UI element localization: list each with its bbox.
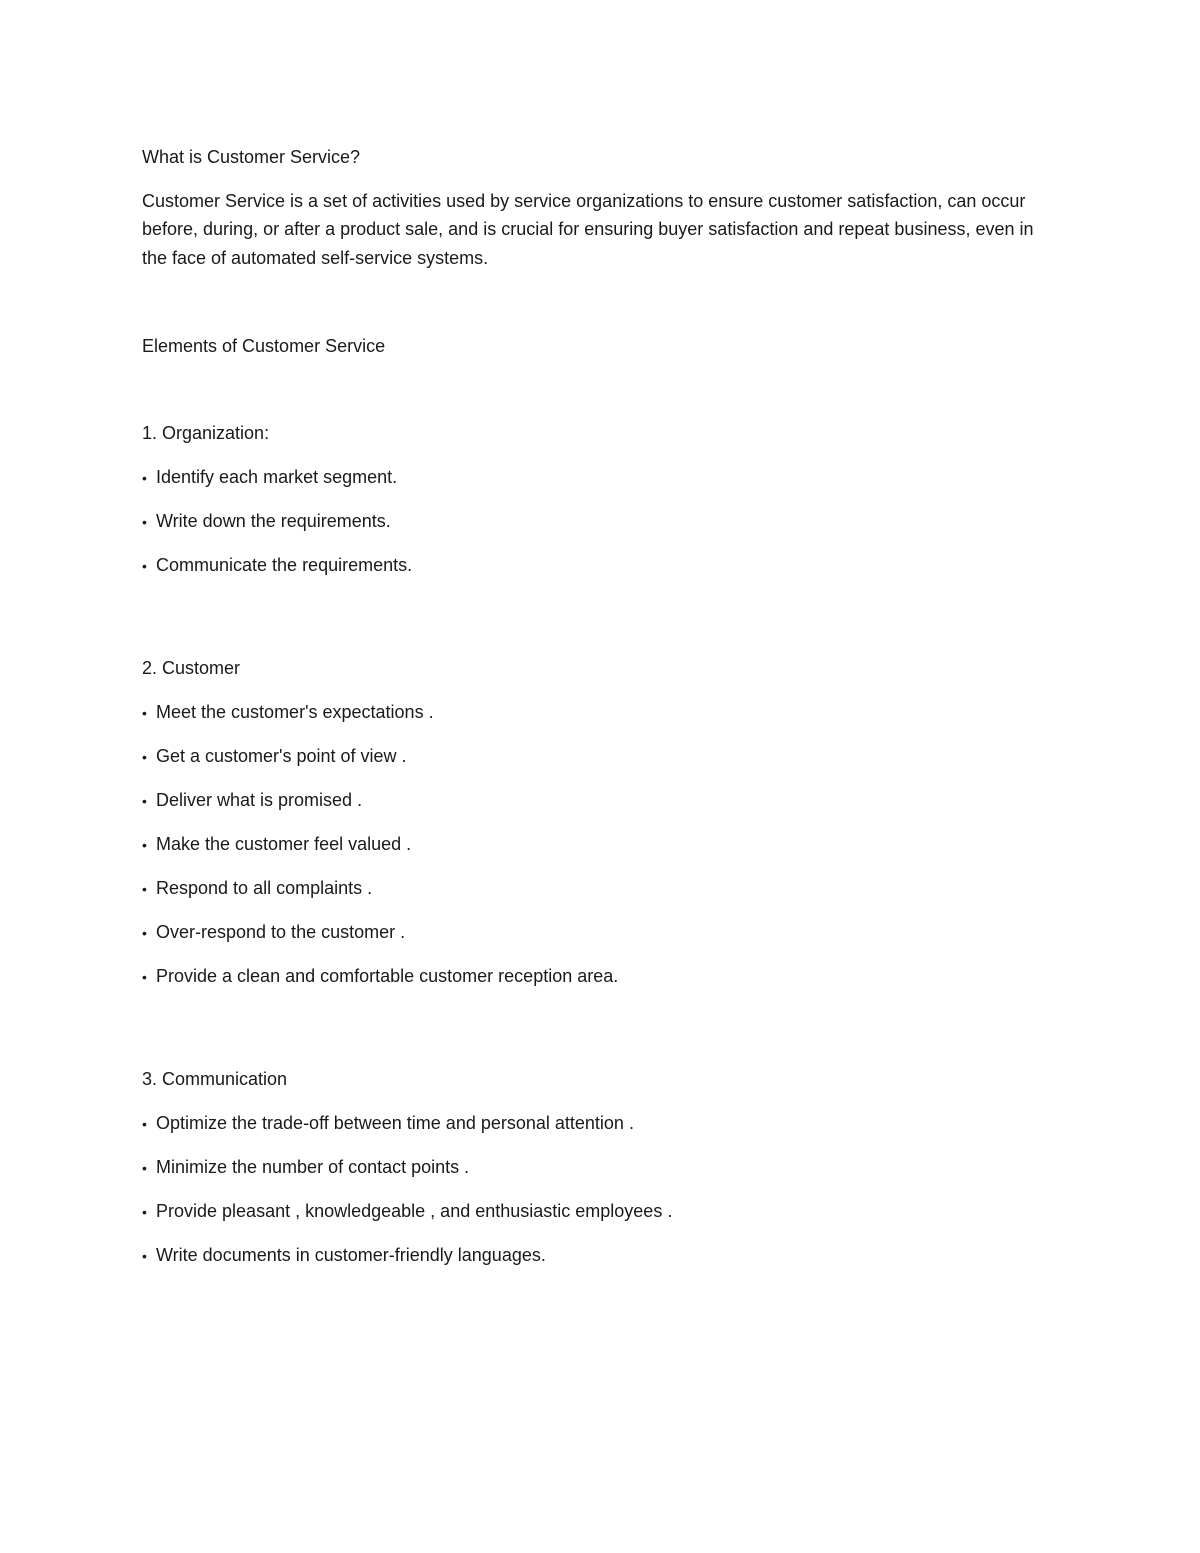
- section-heading: 1. Organization:: [142, 422, 270, 443]
- list-item: [142, 698, 1062, 742]
- list-item-text: Minimize the number of contact points .: [156, 1156, 470, 1177]
- section-heading: 3. Communication: [142, 1068, 288, 1089]
- bullet-icon: •: [142, 1247, 147, 1264]
- bullet-icon: •: [142, 836, 147, 853]
- bullet-icon: •: [142, 704, 147, 721]
- list-item: [142, 830, 1062, 874]
- list-item-text: Provide a clean and comfortable customer reception area.: [156, 965, 619, 986]
- bullet-icon: •: [142, 1115, 147, 1132]
- bullet-list: [142, 698, 1062, 1006]
- bullet-icon: •: [142, 968, 147, 985]
- list-item: [142, 742, 1062, 786]
- elements-heading: Elements of Customer Service: [142, 336, 386, 356]
- list-item: [142, 551, 1062, 595]
- page-title: What is Customer Service?: [142, 147, 361, 167]
- list-item-text: Provide pleasant , knowledgeable , and enthusiastic employees .: [156, 1200, 673, 1221]
- list-item: [142, 1197, 1062, 1241]
- section-customer: [142, 654, 1062, 1006]
- bullet-icon: •: [142, 924, 147, 941]
- bullet-icon: •: [142, 792, 147, 809]
- list-item-text: Make the customer feel valued .: [156, 833, 412, 854]
- list-item: [142, 507, 1062, 551]
- bullet-icon: •: [142, 880, 147, 897]
- section-heading: 2. Customer: [142, 657, 241, 678]
- list-item: [142, 463, 1062, 507]
- spacer: [142, 361, 1062, 419]
- list-item-text: Identify each market segment.: [156, 466, 398, 487]
- bullet-icon: •: [142, 748, 147, 765]
- bullet-list: [142, 463, 1062, 595]
- document-body: [142, 143, 1062, 1285]
- list-item-text: Get a customer's point of view .: [156, 745, 407, 766]
- list-item-text: Write down the requirements.: [156, 510, 391, 531]
- spacer: [142, 1006, 1062, 1065]
- list-item-text: Optimize the trade-off between time and personal attention .: [156, 1112, 634, 1133]
- spacer: [142, 272, 1062, 332]
- list-item: [142, 786, 1062, 830]
- list-item-text: Meet the customer's expectations .: [156, 701, 434, 722]
- list-item-text: Respond to all complaints .: [156, 877, 373, 898]
- bullet-icon: •: [142, 557, 147, 574]
- list-item: [142, 1241, 1062, 1285]
- list-item-text: Deliver what is promised .: [156, 789, 363, 810]
- intro-paragraph: Customer Service is a set of activities used by service organizations to ensure customer satisfaction, can occur before, during, or after a product sale, and is crucial for ensuring buyer satisfaction and repeat business, even in the face of automated self-service systems.: [142, 190, 1034, 268]
- bullet-icon: •: [142, 469, 147, 486]
- list-item: [142, 962, 1062, 1006]
- spacer: [142, 595, 1062, 654]
- list-item-text: Communicate the requirements.: [156, 554, 413, 575]
- section-organization: [142, 419, 1062, 595]
- bullet-icon: •: [142, 1159, 147, 1176]
- bullet-icon: •: [142, 1203, 147, 1220]
- list-item-text: Write documents in customer-friendly languages.: [156, 1244, 546, 1265]
- section-communication: [142, 1065, 1062, 1285]
- bullet-list: [142, 1109, 1062, 1285]
- list-item: [142, 918, 1062, 962]
- list-item: [142, 874, 1062, 918]
- list-item-text: Over-respond to the customer .: [156, 921, 406, 942]
- list-item: [142, 1153, 1062, 1197]
- list-item: [142, 1109, 1062, 1153]
- bullet-icon: •: [142, 513, 147, 530]
